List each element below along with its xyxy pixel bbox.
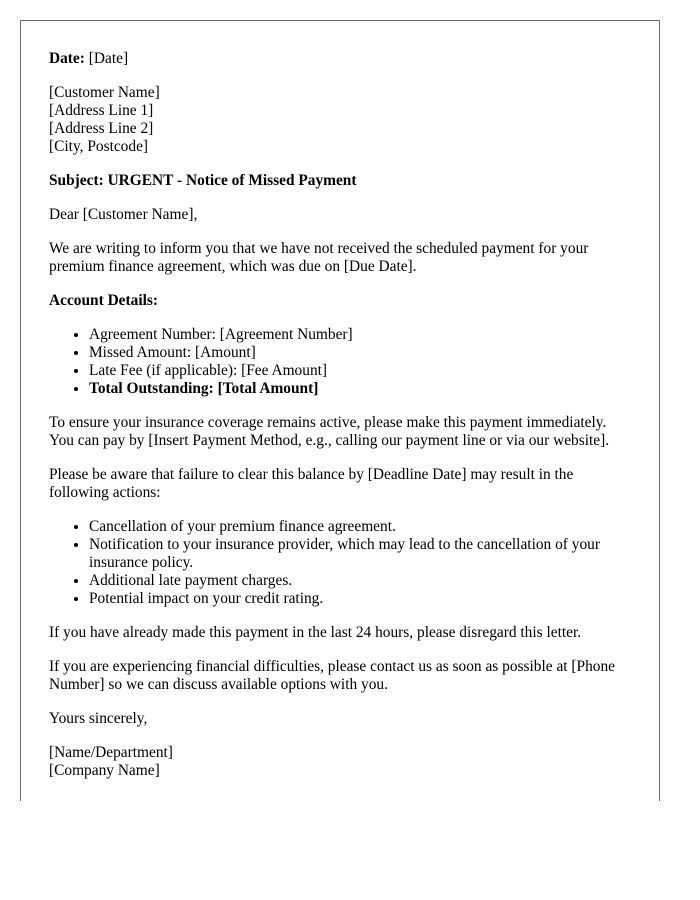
signature-company: [Company Name] (49, 762, 160, 779)
list-item: • Cancellation of your premium finance agreement. (89, 518, 631, 536)
account-details-list (49, 326, 631, 398)
list-item: • Agreement Number: [Agreement Number] (89, 326, 631, 344)
date-label: Date: (49, 50, 85, 67)
list-item: • Missed Amount: [Amount] (89, 344, 631, 362)
list-item (89, 380, 631, 398)
letter-page (20, 20, 660, 801)
address-line-2: [Address Line 2] (49, 120, 154, 137)
closing-line: Yours sincerely, (49, 710, 148, 727)
total-outstanding: Total Outstanding: [Total Amount] (89, 380, 319, 397)
signature-block (49, 744, 631, 780)
recipient-address (49, 84, 631, 156)
date-value: [Date] (88, 50, 129, 67)
list-item: • Additional late payment charges. (89, 572, 631, 590)
subject-line (49, 172, 631, 190)
list-item: • Notification to your insurance provider, which may lead to the cancellation of your insurance policy. (89, 536, 631, 572)
address-city: [City, Postcode] (49, 138, 149, 155)
disregard-paragraph: If you have already made this payment in the last 24 hours, please disregard this letter. (49, 624, 582, 641)
account-heading (49, 292, 631, 310)
difficulties-paragraph: If you are experiencing financial difficulties, please contact us as soon as possible at [Phone Number] so we can discuss available options with you. (49, 658, 615, 693)
warning-paragraph: Please be aware that failure to clear this balance by [Deadline Date] may result in the following actions: (49, 466, 574, 501)
address-line-1: [Address Line 1] (49, 102, 154, 119)
intro-paragraph: We are writing to inform you that we have not received the scheduled payment for your premium finance agreement, which was due on [Due Date]. (49, 240, 589, 275)
address-name: [Customer Name] (49, 84, 160, 101)
payment-request-paragraph: To ensure your insurance coverage remains active, please make this payment immediately. You can pay by [Insert Payment Method, e.g., calling our payment line or via our website]. (49, 414, 610, 449)
date-line (49, 50, 631, 68)
account-heading-text: Account Details: (49, 292, 158, 309)
list-item: • Potential impact on your credit rating. (89, 590, 631, 608)
list-item: • Late Fee (if applicable): [Fee Amount] (89, 362, 631, 380)
subject-text: Subject: URGENT - Notice of Missed Payment (49, 172, 357, 189)
salutation: Dear [Customer Name], (49, 206, 198, 223)
consequences-list (49, 518, 631, 608)
signature-name: [Name/Department] (49, 744, 173, 761)
